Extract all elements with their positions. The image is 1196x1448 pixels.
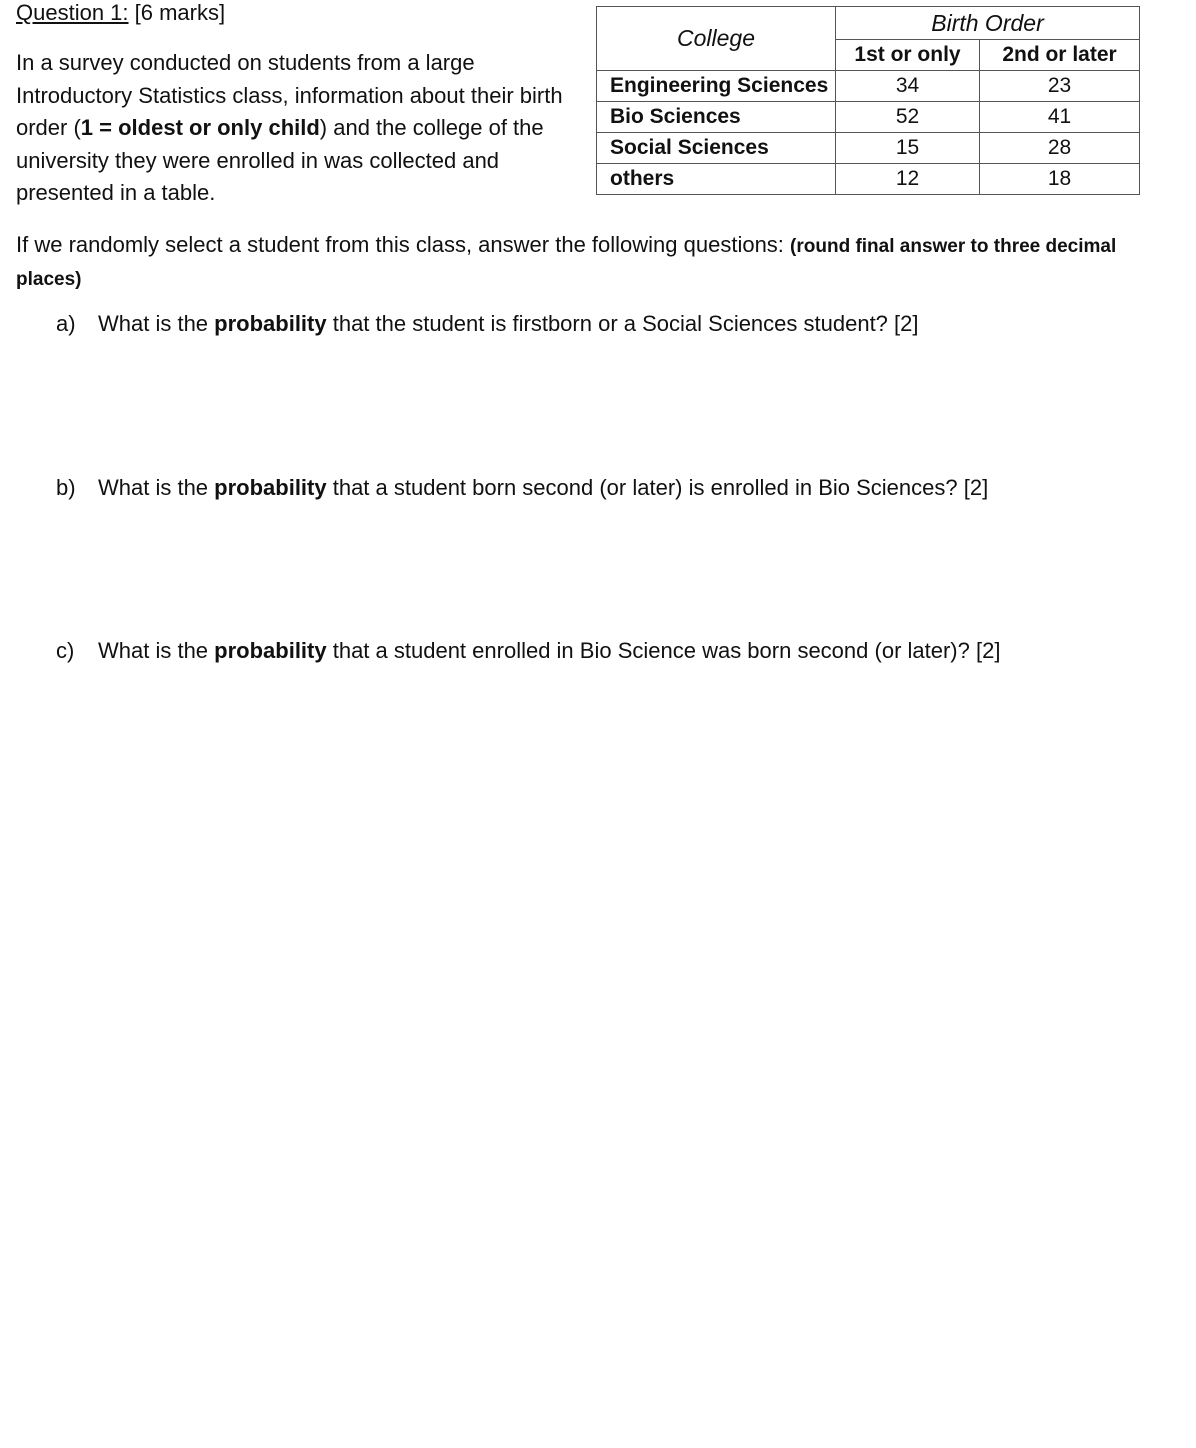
part-text-pre: What is the [98, 311, 215, 336]
part-text-post: that the student is firstborn or a Social Sciences student? [2] [326, 311, 919, 336]
part-label: c) [56, 638, 75, 663]
table-cell: 41 [980, 102, 1140, 133]
table-cell: 18 [980, 164, 1140, 195]
table-cell: 12 [836, 164, 980, 195]
part-text-post: that a student enrolled in Bio Science was born second (or later)? [2] [326, 638, 1001, 663]
birth-order-table [596, 6, 1140, 195]
table-cell: 15 [836, 133, 980, 164]
column-header-first: 1st or only [836, 40, 980, 71]
intro-bold-text: 1 = oldest or only child [80, 115, 320, 140]
part-label: a) [56, 311, 76, 336]
part-text-pre: What is the [98, 638, 215, 663]
table-row [597, 164, 1140, 195]
question-heading [16, 0, 225, 28]
row-label: Engineering Sciences [597, 71, 836, 102]
table-row [597, 133, 1140, 164]
instructions [16, 229, 1186, 295]
table-cell: 52 [836, 102, 980, 133]
college-header: College [597, 7, 836, 71]
part-text-bold: probability [214, 311, 327, 336]
part-text-bold: probability [214, 475, 327, 500]
question-part-b [56, 473, 988, 503]
table-row [597, 71, 1140, 102]
question-part-c [56, 636, 1000, 666]
intro-text-1: In a survey conducted on students from a large Introductory Statistics class, information about their birth order ( [16, 50, 563, 140]
part-label: b) [56, 475, 76, 500]
table-cell: 28 [980, 133, 1140, 164]
intro-text-2: ) and the college of the university they were enrolled in was collected and presented in a table. [16, 115, 544, 205]
question-part-a [56, 309, 919, 339]
part-text-pre: What is the [98, 475, 215, 500]
part-text-post: that a student born second (or later) is enrolled in Bio Sciences? [2] [326, 475, 989, 500]
table-row [597, 102, 1140, 133]
table-cell: 23 [980, 71, 1140, 102]
instruction-text: If we randomly select a student from this class, answer the following questions: [16, 232, 791, 257]
column-header-second: 2nd or later [980, 40, 1140, 71]
part-text-bold: probability [214, 638, 327, 663]
question-title: Question 1: [16, 0, 129, 25]
table-header-row [597, 7, 1140, 40]
intro-paragraph [16, 47, 576, 210]
row-label: others [597, 164, 836, 195]
question-marks: [6 marks] [134, 0, 226, 25]
row-label: Bio Sciences [597, 102, 836, 133]
table-cell: 34 [836, 71, 980, 102]
birth-order-header: Birth Order [836, 7, 1140, 40]
rounding-note: (round final answer to three decimal places) [16, 236, 1117, 290]
row-label: Social Sciences [597, 133, 836, 164]
